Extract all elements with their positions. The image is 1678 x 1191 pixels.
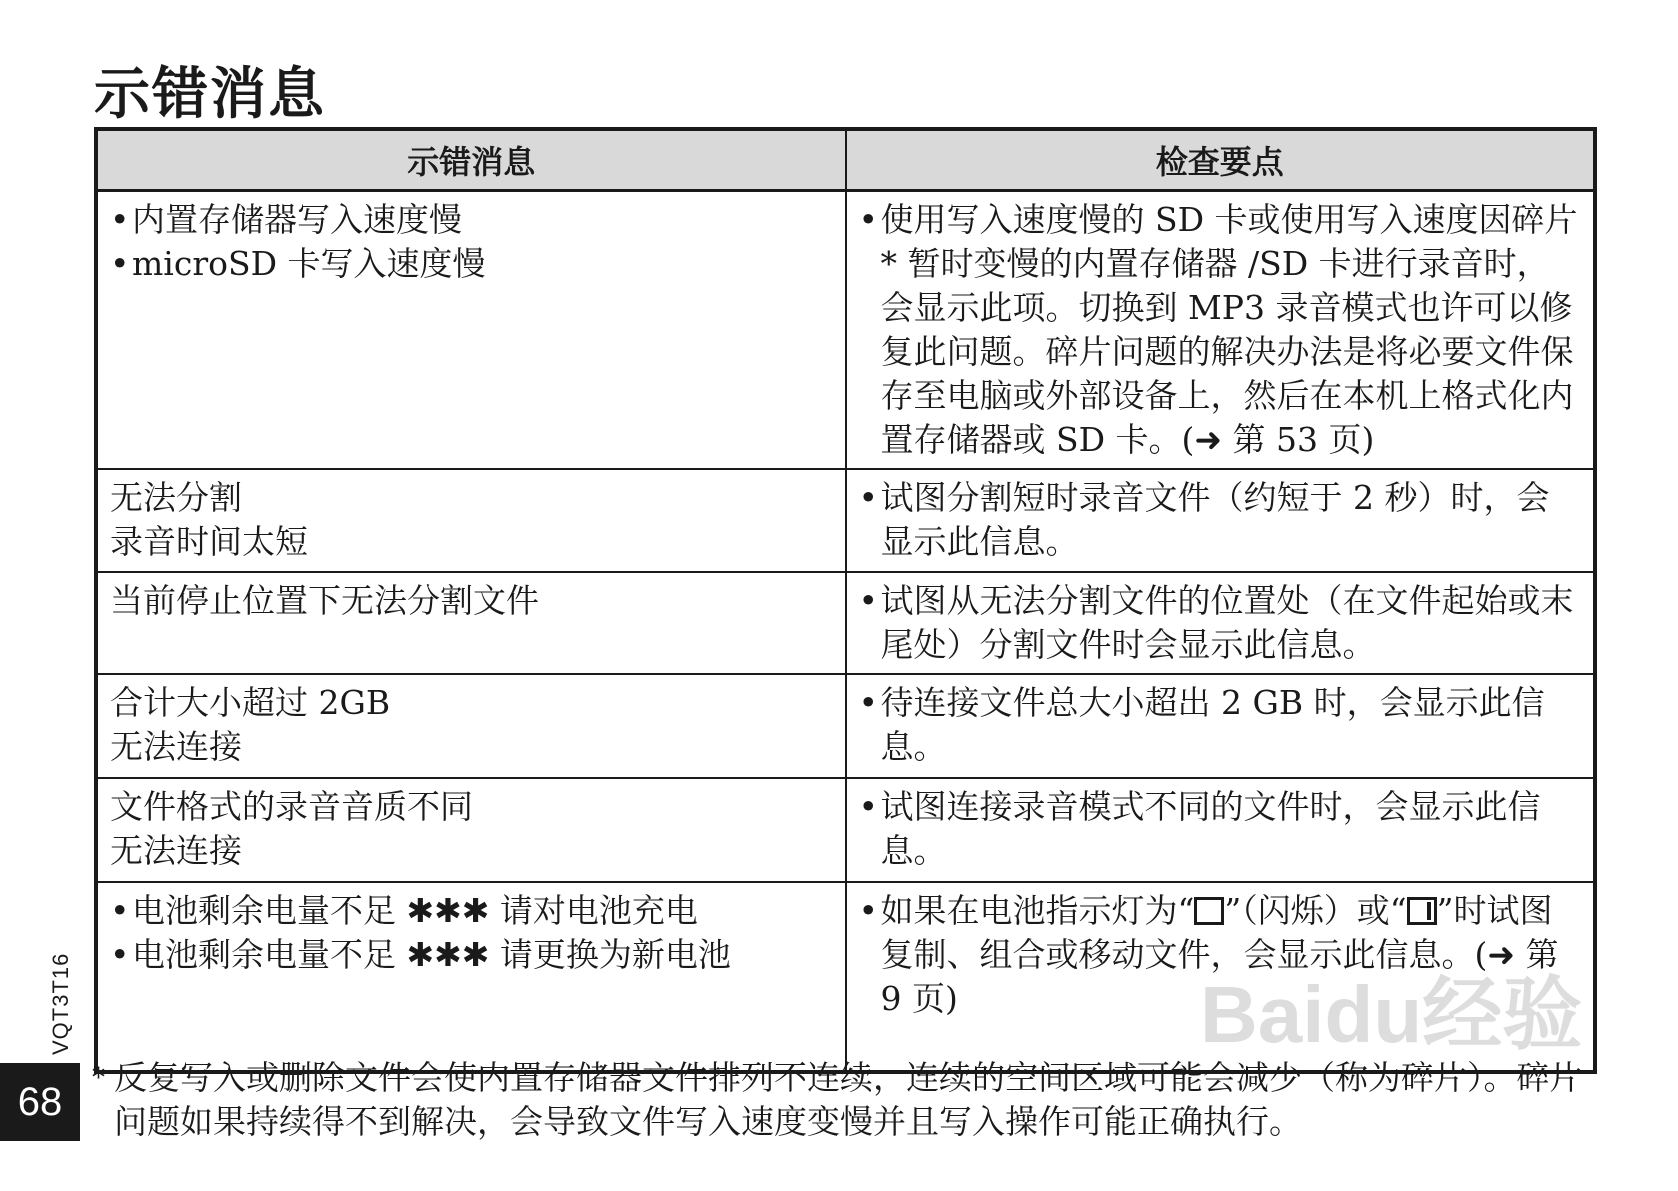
bullet: • bbox=[858, 683, 878, 722]
check-cell bbox=[846, 674, 1596, 778]
check-text: 待连接文件总大小超出 2 GB 时，会显示此信息。 bbox=[880, 683, 1545, 766]
check-text-part: ”时试图复制、组合或移动文件，会显示此信息。(➜ 第 9 页) bbox=[880, 891, 1559, 1018]
page-title: 示错消息 bbox=[94, 62, 326, 127]
check-text: 使用写入速度慢的 SD 卡或使用写入速度因碎片 * 暂时变慢的内置存储器 /SD 卡进行录音时，会显示此项。切换到 MP3 录音模式也许可以修复此问题。碎片问题的解决办法是将必要文件保存至电脑或外部设备上，然后在本机上格式化内置存储器或 SD 卡。(➜ 第 53 页) bbox=[880, 200, 1578, 459]
message-line bbox=[110, 829, 833, 873]
column-header-message: 示错消息 bbox=[96, 129, 846, 191]
check-text-part: 如果在电池指示灯为“ bbox=[880, 891, 1195, 930]
check-cell bbox=[846, 572, 1596, 674]
bullet: • bbox=[110, 200, 130, 239]
message-text: 合计大小超过 2GB bbox=[110, 683, 391, 722]
page-number: 68 bbox=[0, 1063, 80, 1141]
document-code: VQT3T16 bbox=[48, 952, 73, 1055]
message-text: 录音时间太短 bbox=[110, 522, 308, 561]
message-text: 无法分割 bbox=[110, 478, 242, 517]
message-line bbox=[110, 242, 833, 286]
table-row bbox=[96, 572, 1595, 674]
bullet: • bbox=[858, 787, 878, 826]
bullet: • bbox=[110, 935, 130, 974]
bullet: • bbox=[110, 244, 130, 283]
message-line bbox=[110, 579, 833, 623]
battery-empty-icon bbox=[1194, 897, 1224, 925]
message-cell bbox=[96, 778, 846, 882]
check-text: 试图分割短时录音文件（约短于 2 秒）时，会显示此信息。 bbox=[880, 478, 1550, 561]
message-cell bbox=[96, 469, 846, 572]
message-cell bbox=[96, 572, 846, 674]
check-cell bbox=[846, 778, 1596, 882]
table-row bbox=[96, 778, 1595, 882]
message-text: 内置存储器写入速度慢 bbox=[132, 200, 462, 239]
message-line bbox=[110, 520, 833, 564]
check-text-part: ”（闪烁）或“ bbox=[1224, 891, 1407, 930]
bullet: • bbox=[858, 200, 878, 239]
message-text: microSD 卡写入速度慢 bbox=[132, 244, 486, 283]
message-text: 当前停止位置下无法分割文件 bbox=[110, 581, 539, 620]
check-cell bbox=[846, 191, 1596, 470]
footnote-mark: * bbox=[92, 1063, 105, 1093]
message-text: 电池剩余电量不足 ✱✱✱ 请对电池充电 bbox=[132, 891, 698, 930]
column-header-check: 检查要点 bbox=[846, 129, 1596, 191]
message-text: 电池剩余电量不足 ✱✱✱ 请更换为新电池 bbox=[132, 935, 731, 974]
bullet: • bbox=[110, 891, 130, 930]
message-line bbox=[110, 933, 833, 977]
table-row bbox=[96, 674, 1595, 778]
bullet: • bbox=[858, 581, 878, 620]
battery-low-icon bbox=[1407, 897, 1437, 925]
check-text: 试图连接录音模式不同的文件时，会显示此信息。 bbox=[880, 787, 1541, 870]
table-row bbox=[96, 469, 1595, 572]
message-cell bbox=[96, 674, 846, 778]
check-text: 试图从无法分割文件的位置处（在文件起始或末尾处）分割文件时会显示此信息。 bbox=[880, 581, 1574, 664]
message-text: 文件格式的录音音质不同 bbox=[110, 787, 473, 826]
message-line bbox=[110, 681, 833, 725]
footnote-text: 反复写入或删除文件会使内置存储器文件排列不连续，连续的空间区域可能会减少（称为碎片）。碎片问题如果持续得不到解决，会导致文件写入速度变慢并且写入操作可能正确执行。 bbox=[114, 1058, 1583, 1141]
check-cell bbox=[846, 469, 1596, 572]
table-row bbox=[96, 191, 1595, 470]
message-line bbox=[110, 476, 833, 520]
message-line bbox=[110, 785, 833, 829]
message-text: 无法连接 bbox=[110, 727, 242, 766]
message-line bbox=[110, 198, 833, 242]
message-text: 无法连接 bbox=[110, 831, 242, 870]
message-line bbox=[110, 889, 833, 933]
bullet: • bbox=[858, 891, 878, 930]
bullet: • bbox=[858, 478, 878, 517]
watermark-logo: Baidu经验 bbox=[1200, 970, 1583, 1059]
message-cell bbox=[96, 882, 846, 1072]
message-line bbox=[110, 725, 833, 769]
error-message-table bbox=[94, 127, 1597, 1074]
message-cell bbox=[96, 191, 846, 470]
footnote bbox=[92, 1056, 1592, 1144]
